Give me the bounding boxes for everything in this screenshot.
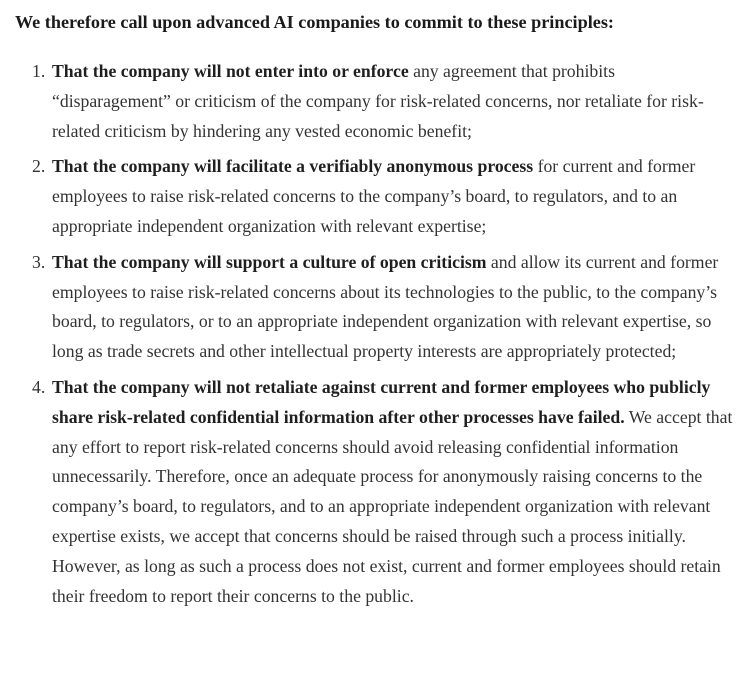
principle-body-text: for current and former employees to raise risk-related concerns to the company’s board, to regulators, and to an appropriate independent organization with relevant expertise; xyxy=(52,156,696,236)
list-item-number: 1. xyxy=(32,61,46,81)
principle-body-text: We accept that any effort to report risk-related concerns should avoid releasing confidential information unnecessarily. Therefore, once an adequate process for anonymously raising concerns to the company’s board, to regulators, and to an appropriate independent organization with relevant expertise exists, we accept that concerns should be raised through such a process initially. However, as long as such a process does not exist, current and former employees should retain their freedom to report their concerns to the public. xyxy=(52,406,733,606)
principles-list xyxy=(15,57,736,611)
list-item-principle-3 xyxy=(15,248,736,367)
list-item-number: 3. xyxy=(32,251,46,272)
list-item-principle-1 xyxy=(15,57,736,146)
list-item-principle-2 xyxy=(15,152,736,241)
principle-lead-text: That the company will not retaliate against current and former employees who publicly share risk-related confidential information after other processes have failed. xyxy=(52,376,711,427)
principle-lead-text: That the company will support a culture of open criticism xyxy=(52,251,487,272)
principle-body-text: and allow its current and former employees to raise risk-related concerns about its technologies to the public, to the company’s board, to regulators, or to an appropriate independent organization with relevant expertise, so long as trade secrets and other intellectual property interests are appropriately protected; xyxy=(52,251,719,362)
principle-lead-text: That the company will not enter into or enforce xyxy=(52,61,409,81)
principles-heading: We therefore call upon advanced AI companies to commit to these principles: xyxy=(15,12,614,32)
list-item-number: 4. xyxy=(32,376,46,397)
list-item-number: 2. xyxy=(32,156,46,177)
list-item-principle-4 xyxy=(15,373,736,611)
principle-lead-text: That the company will facilitate a verifiably anonymous process xyxy=(52,156,534,177)
principle-body-text: any agreement that prohibits “disparagement” or criticism of the company for risk-related concerns, nor retaliate for risk-related criticism by hindering any vested economic benefit; xyxy=(52,61,704,141)
